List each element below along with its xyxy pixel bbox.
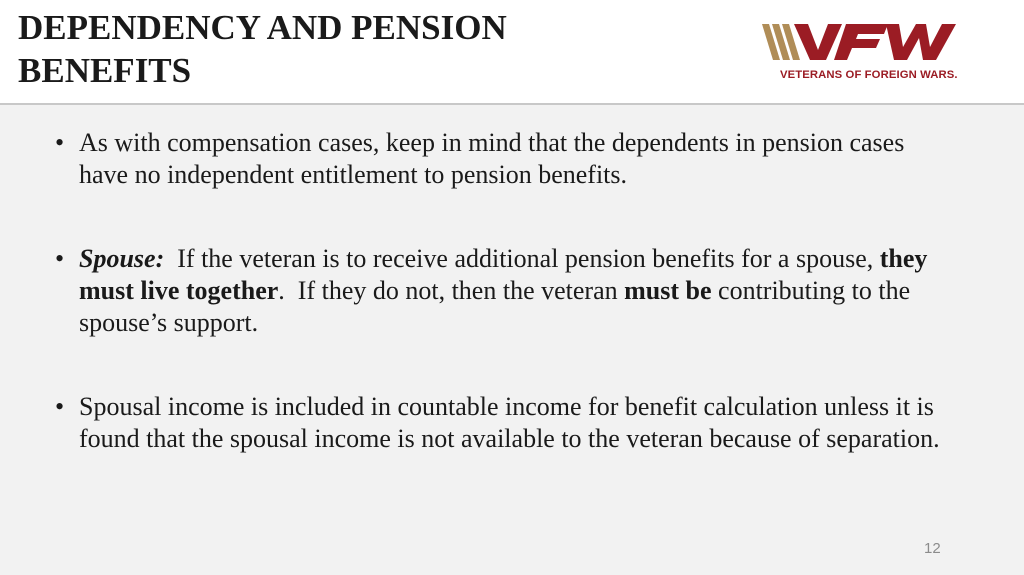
- bullet-text: As with compensation cases, keep in mind that the dependents in pension cases have no independent entitlement to pension benefits.: [79, 128, 905, 189]
- slide-title-line-1: DEPENDENCY AND PENSION: [18, 8, 507, 47]
- bullet-text-part-3: contributing to the spouse’s support.: [79, 276, 911, 337]
- bullet-item-spousal-income: [55, 391, 955, 455]
- bullet-emphasis-must-be: must be: [624, 276, 712, 305]
- slide-title-line-2: BENEFITS: [18, 51, 192, 90]
- slide-number: 12: [924, 540, 941, 557]
- bullet-dot: •: [55, 244, 65, 273]
- bullet-text-part-1: If the veteran is to receive additional pension benefits for a spouse,: [164, 244, 880, 273]
- bullet-dot: •: [55, 392, 65, 421]
- bullet-emphasis-live-together: they must live together: [79, 244, 928, 305]
- bullet-lead-spouse: Spouse:: [79, 244, 165, 273]
- bullet-text-part-2: . If they do not, then the veteran: [278, 276, 625, 305]
- slide-body: [55, 127, 955, 455]
- bullet-dot: •: [55, 128, 65, 157]
- bullet-text: Spousal income is included in countable income for benefit calculation unless it is found that the spousal income is not available to the veteran because of separation.: [79, 392, 940, 453]
- slide-header: [0, 0, 1024, 105]
- vfw-logo: [760, 20, 988, 86]
- vfw-logo-caption: VETERANS OF FOREIGN WARS.: [780, 69, 958, 81]
- bullet-item-dependents: [55, 127, 955, 191]
- bullet-item-spouse: [55, 243, 955, 339]
- vfw-logo-mark: [760, 20, 988, 64]
- slide-title: [18, 6, 638, 92]
